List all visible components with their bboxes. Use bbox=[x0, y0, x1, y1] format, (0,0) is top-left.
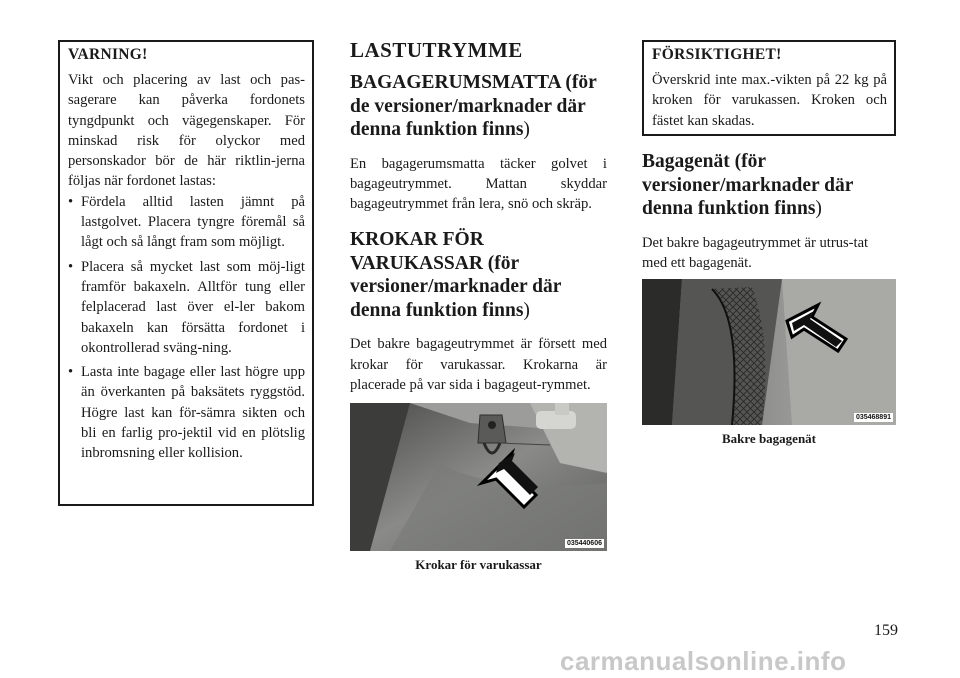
warning-title: VARNING! bbox=[68, 46, 148, 63]
hooks-text: Det bakre bagageutrymmet är försett med krokar för varukassar. Krokarna är placerade på var sida i bagageut-rymmet. bbox=[350, 336, 607, 393]
warning-box bbox=[58, 40, 314, 506]
caution-text: Överskrid inte max.-vikten på 22 kg på kroken för varukassen. Kroken och fästet kan skadas. bbox=[652, 72, 887, 129]
warning-bullet: • Placera så mycket last som möj-ligt framför bakaxeln. Alltför tung eller felplacerad last över el-ler bakom bakaxeln kan försätta fordonet i okontrollerad sväng-ning. bbox=[68, 258, 305, 356]
warning-bullets bbox=[68, 192, 305, 464]
warning-bullet: • Lasta inte bagage eller last högre upp än överkanten på baksätets ryggstöd. Högre last kan för-sämra sikten och bli en farlig pro-jektil vid en plötslig inbromsning eller kollision. bbox=[68, 364, 305, 462]
bullet-icon: • bbox=[68, 193, 74, 210]
cargo-net-illustration bbox=[642, 279, 896, 425]
warning-bullet: • Fördela alltid lasten jämnt på lastgolvet. Placera tyngre föremål så lågt och så långt fram som möjligt. bbox=[68, 193, 305, 251]
mat-text: En bagagerumsmatta täcker golvet i bagageutrymmet. Mattan skyddar bagageutrymmet från lera, snö och skräp. bbox=[350, 155, 607, 213]
page-number: 159 bbox=[874, 622, 898, 639]
hooks-figure bbox=[350, 403, 607, 551]
net-heading: Bagagenät (för versioner/marknader där denna funktion finns) bbox=[642, 151, 854, 219]
figure-code: 035468891 bbox=[855, 414, 891, 422]
right-column bbox=[642, 40, 896, 447]
section-title: LASTUTRYMME bbox=[350, 38, 523, 62]
middle-column bbox=[350, 40, 607, 573]
left-column bbox=[58, 40, 314, 506]
hooks-heading: KROKAR FÖR VARUKASSAR (för versioner/marknader där denna funktion finns) bbox=[350, 229, 562, 321]
watermark: carmanualsonline.info bbox=[560, 646, 847, 676]
hooks-caption: Krokar för varukassar bbox=[415, 557, 542, 573]
mat-heading: BAGAGERUMSMATTA (för de versioner/marknader där denna funktion finns) bbox=[350, 72, 597, 140]
warning-intro: Vikt och placering av last och pas-sagerare kan påverka fordonets tyngdpunkt och vägegenskaper. För minskad risk för olyckor med personskador bör de här riktlin-jerna följas när fordonet lastas: bbox=[68, 72, 305, 190]
net-text: Det bakre bagageutrymmet är utrus-tat med ett bagagenät. bbox=[642, 234, 869, 271]
bullet-icon: • bbox=[68, 258, 74, 275]
trunk-hook-illustration bbox=[350, 403, 607, 551]
bullet-icon: • bbox=[68, 364, 74, 381]
caution-title: FÖRSIKTIGHET! bbox=[652, 46, 782, 63]
caution-box bbox=[642, 40, 896, 136]
net-caption: Bakre bagagenät bbox=[721, 431, 816, 447]
net-figure bbox=[642, 279, 896, 425]
figure-code: 035440606 bbox=[566, 540, 602, 548]
